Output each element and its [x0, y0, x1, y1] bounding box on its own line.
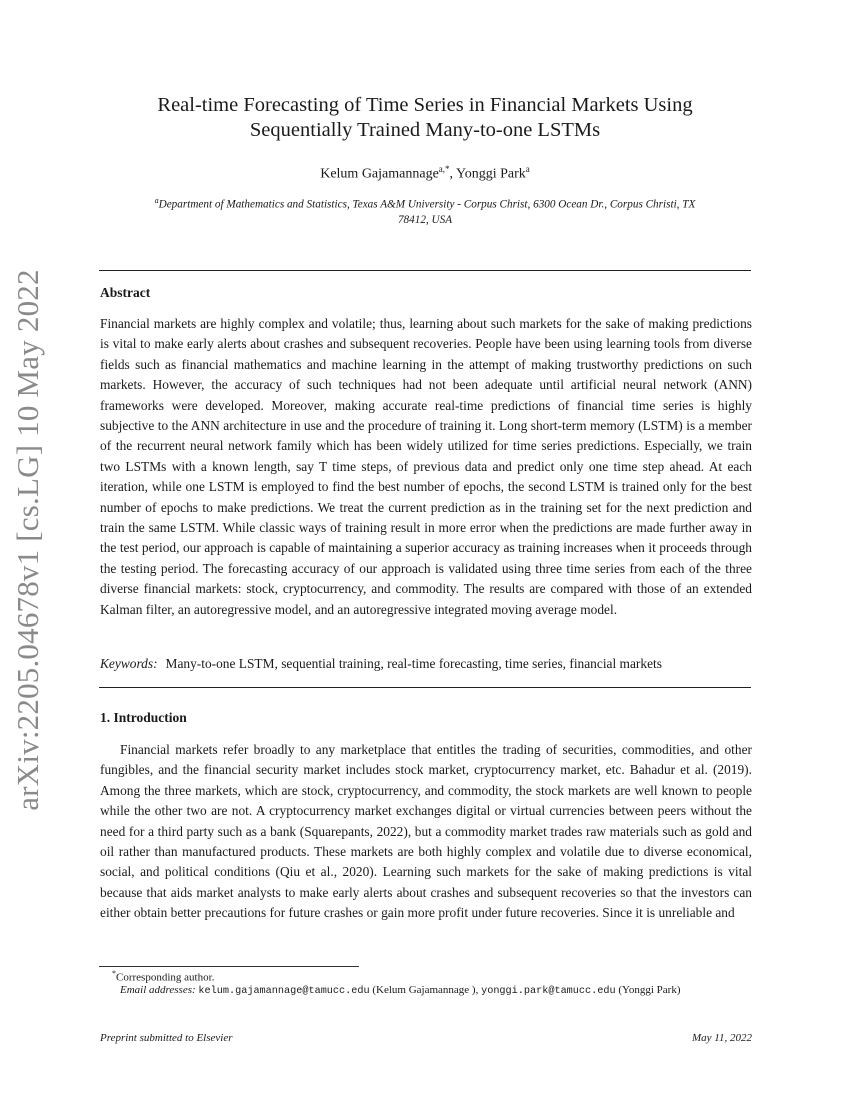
author-2: Yonggi Park — [456, 166, 526, 182]
keywords-label: Keywords: — [100, 656, 158, 671]
email-owner-2: (Yonggi Park) — [618, 984, 681, 996]
corresponding-author-text: Corresponding author. — [116, 971, 215, 984]
affiliation — [100, 193, 750, 228]
arxiv-sidebar-stamp — [4, 269, 52, 811]
email-link-2[interactable]: yonggi.park@tamucc.edu — [481, 986, 616, 997]
footer-date: May 11, 2022 — [692, 1032, 752, 1044]
introduction-heading: 1. Introduction — [100, 710, 187, 725]
abstract-heading: Abstract — [100, 285, 151, 300]
title-line-1: Real-time Forecasting of Time Series in Financial Markets Using — [157, 94, 693, 116]
keywords-line — [100, 656, 752, 672]
paper-title — [100, 93, 750, 143]
email-label: Email addresses: — [120, 984, 196, 996]
footnote-rule — [99, 966, 359, 967]
abstract-text: Financial markets are highly complex and volatile; thus, learning about such markets for the sake of making predictions is vital to make early alerts about crashes and subsequent recoveries. People have been using learning tools from diverse fields such as financial mathematics and machine learning in the attempt of making trustworthy predictions on such markets. However, the accuracy of such techniques had not been adequate until artificial neural network (ANN) frameworks were developed. Moreover, making accurate real-time predictions of financial time series is highly subjective to the ANN architecture in use and the procedure of training it. Long short-term memory (LSTM) is a member of the recurrent neural network family which has been widely utilized for time series predictions. Especially, we train two LSTMs with a known length, say T time steps, of previous data and predict only one time step ahead. At each iteration, while one LSTM is employed to find the best number of epochs, the second LSTM is trained only for the best number of epochs to make predictions. We treat the current prediction as in the training set for the next prediction and train the same LSTM. While classic ways of training result in more error when the predictions are made further away in the test period, our approach is capable of maintaining a superior accuracy as training increases when it proceeds through the testing period. The forecasting accuracy of our approach is validated using three time series from each of the three diverse financial markets: stock, cryptocurrency, and commodity. The results are compared with those of an extended Kalman filter, an autoregressive model, and an autoregressive integrated moving average model. — [100, 316, 752, 617]
keywords-text: Many-to-one LSTM, sequential training, real-time forecasting, time series, financial markets — [165, 656, 662, 671]
affiliation-line-1: Department of Mathematics and Statistics, Texas A&M University - Corpus Christ, 6300 Ocean Dr., Corpus Christi, TX — [158, 198, 696, 211]
arxiv-id-text: arXiv:2205.04678v1 [cs.LG] 10 May 2022 — [10, 269, 45, 811]
title-line-2: Sequentially Trained Many-to-one LSTMs — [249, 119, 601, 141]
footnote-corresponding — [112, 969, 214, 984]
email-link-1[interactable]: kelum.gajamannage@tamucc.edu — [198, 986, 370, 997]
footnote-emails — [120, 984, 680, 997]
author-1-affil-mark: a,* — [438, 164, 450, 174]
abstract-top-rule — [99, 270, 751, 271]
author-1: Kelum Gajamannage — [320, 166, 439, 182]
author-list — [100, 164, 750, 183]
affiliation-line-2: 78412, USA — [397, 213, 453, 226]
email-owner-1: (Kelum Gajamannage ), — [372, 984, 479, 996]
footer-preprint-note: Preprint submitted to Elsevier — [100, 1032, 233, 1044]
introduction-paragraph: Financial markets refer broadly to any marketplace that entitles the trading of securities, commodities, and other fungibles, and the financial security market includes stock market, cryptocurrency market, etc. Bahadur et al. (2019). Among the three markets, which are stock, cryptocurrency, and commodity, the stock markets are well known to people while the other two are not. A cryptocurrency market exchanges digital or virtual currencies between peers without the need for a third party such as a bank (Squarepants, 2022), but a commodity market trades raw materials such as gold and oil rather than manufactured products. These markets are both highly complex and volatile due to diverse economical, social, and political conditions (Qiu et al., 2020). Learning such markets for the sake of making predictions is vital because that aids market analysts to make early alerts about crashes and subsequent recoveries so that the investors can either obtain better precautions for future crashes or gain more profit under future recoveries. Since it is unreliable and — [100, 742, 752, 921]
affiliation-mark: a — [154, 196, 159, 205]
author-2-affil-mark: a — [525, 164, 530, 174]
footnote-mark: * — [112, 969, 116, 978]
author-separator: , — [449, 166, 457, 182]
abstract-bottom-rule — [99, 687, 751, 688]
